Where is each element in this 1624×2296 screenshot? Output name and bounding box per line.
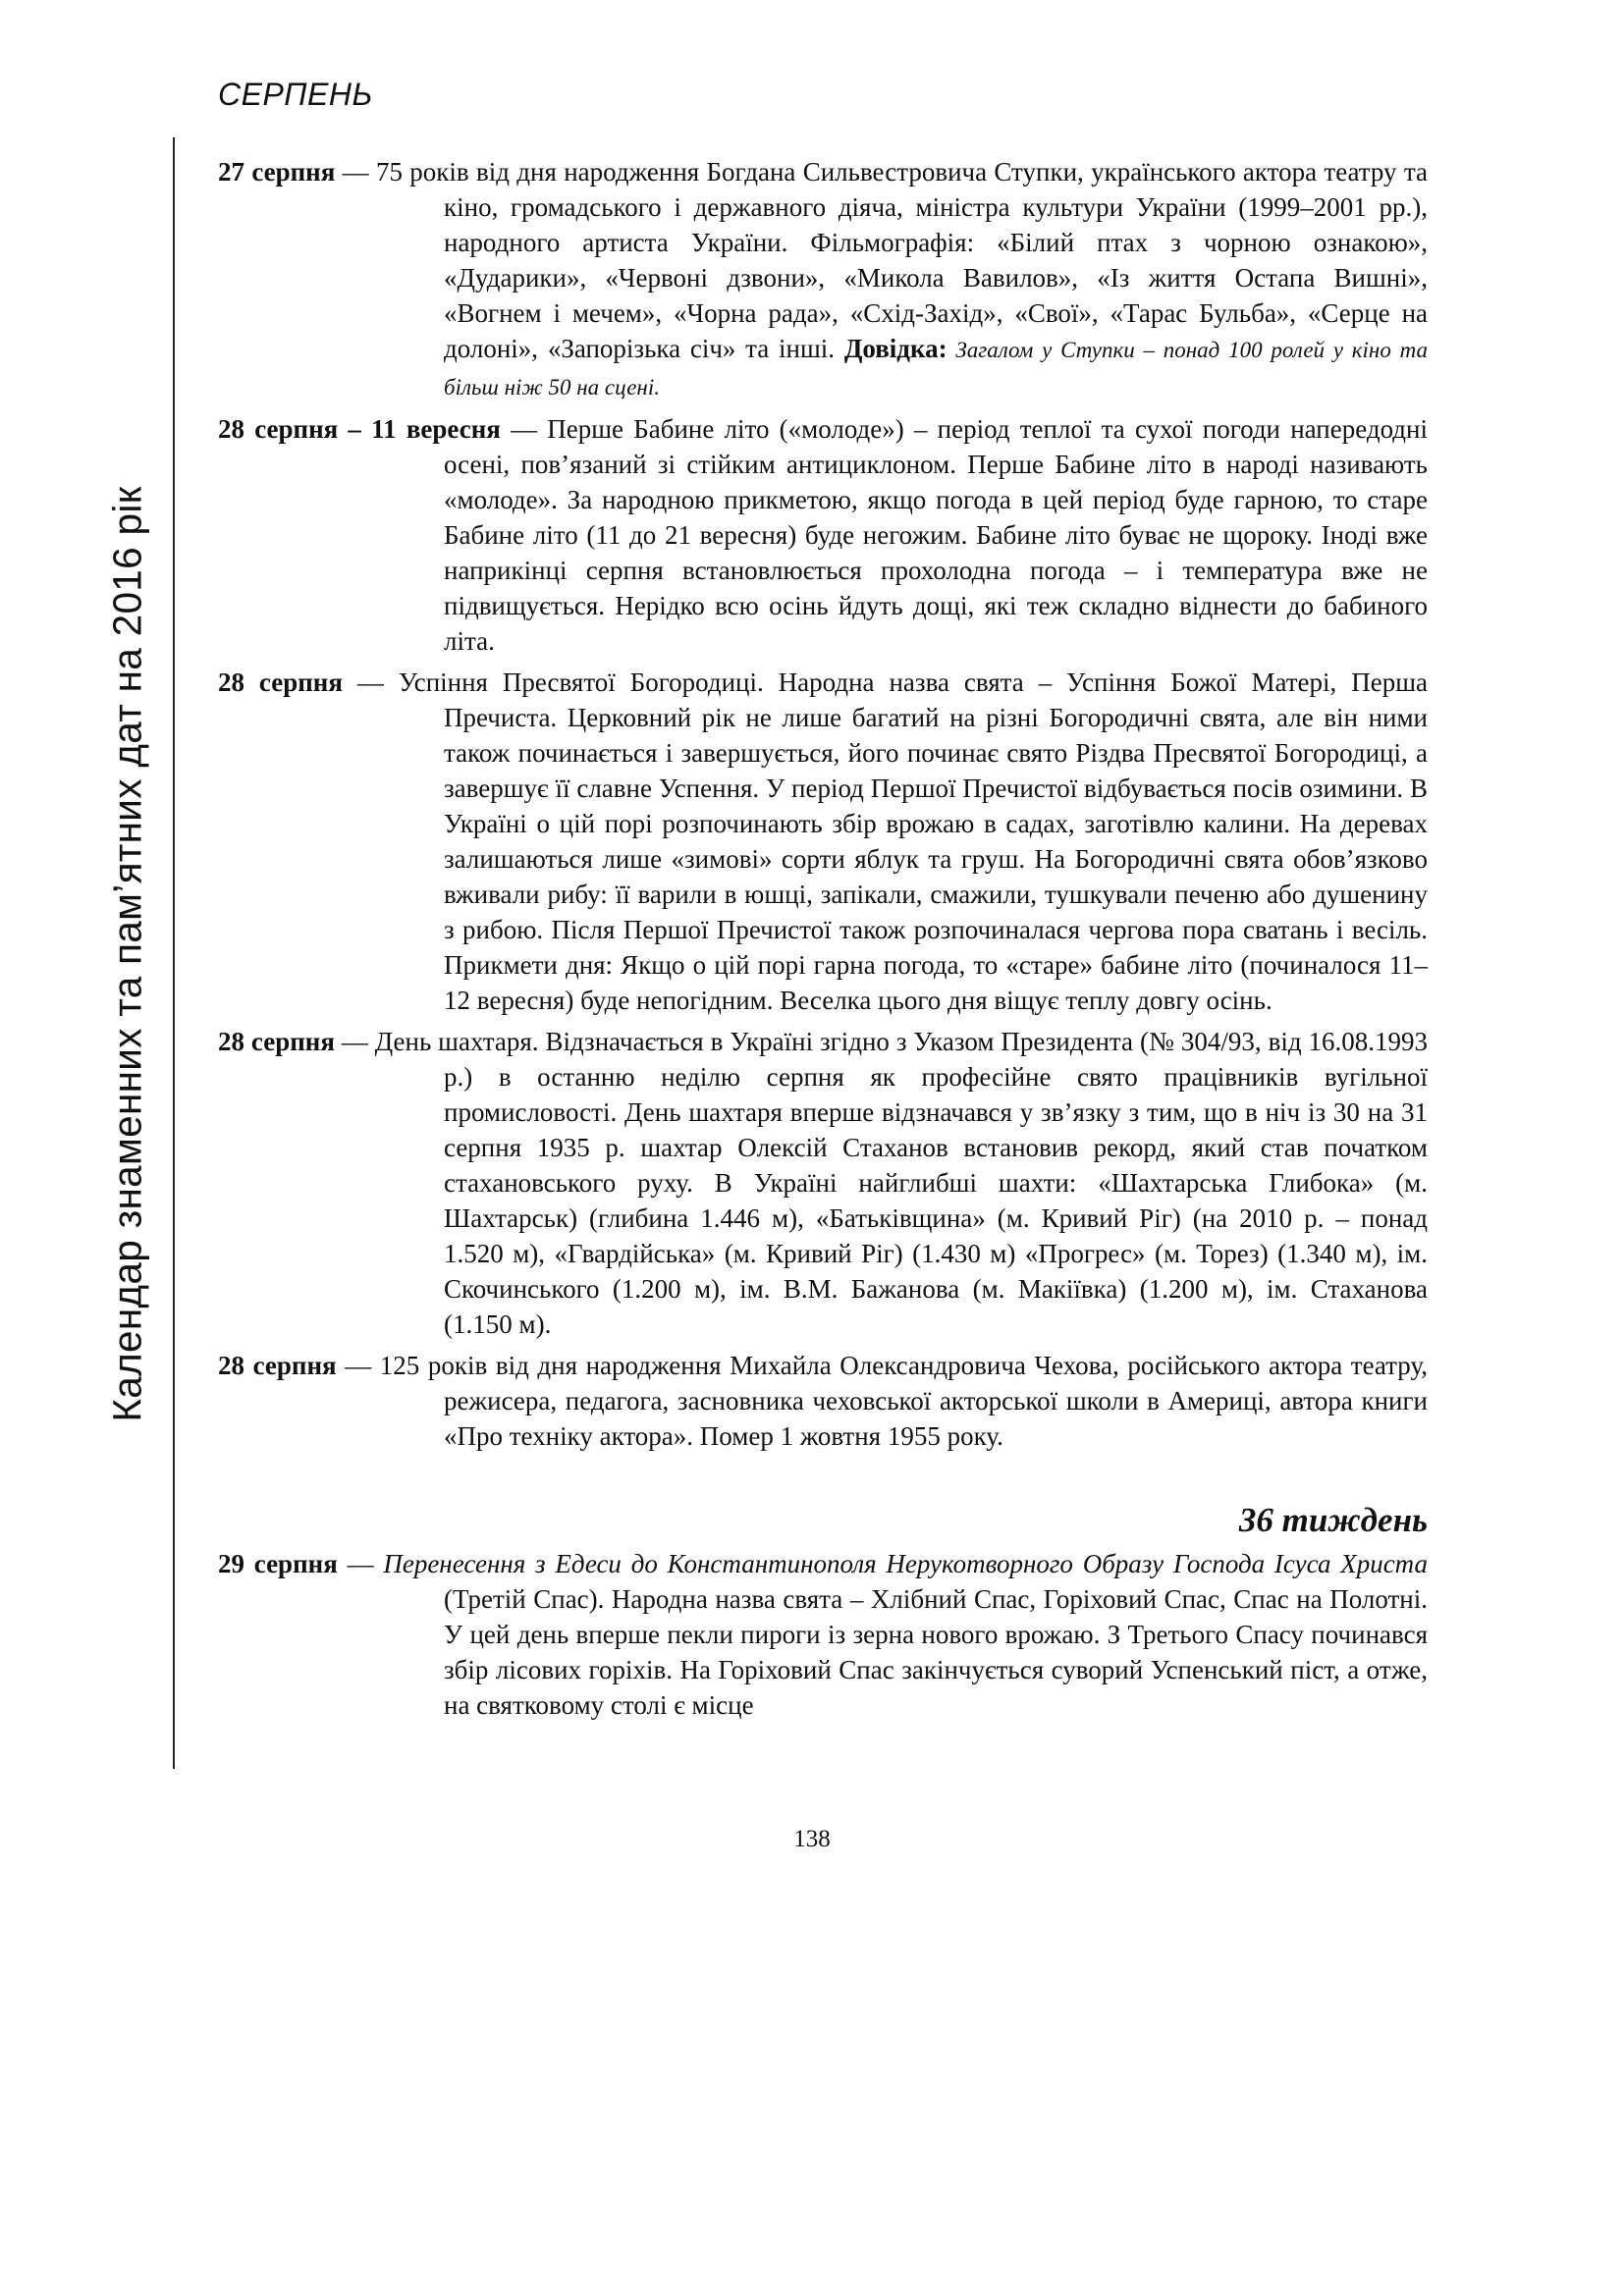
entry-stupka	[218, 154, 1428, 405]
entry-date: 29 серпня	[218, 1549, 338, 1578]
entry-babyne-lito	[218, 411, 1428, 659]
entry-text: — 75 років від дня народження Богдана Сильвестровича Ступки, українського актора театру та кіно, громадського і державного діяча, міністра культури України (1999–2001 рр.), народного артиста України. Фільмографія: «Білий птах з чорною ознакою», «Дударики», «Червоні дзвони», «Микола Вавилов», «Із життя Остапа Вишні», «Вогнем і мечем», «Чорна рада», «Схід-Захід», «Свої», «Тарас Бульба», «Серце на долоні», «Запорізька січ» та інші.	[335, 157, 1428, 363]
entry-text: — Успіння Пресвятої Богородиці. Народна назва свята – Успіння Божої Матері, Перша Пречиста. Церковний рік не лише багатий на різні Богородичні свята, але він ними також починається і завершується, його починає свято Різдва Пресвятої Богородиці, а завершує її славне Успення. У період Першої Пречистої відбувається посів озимини. В Україні о цій порі розпочинають збір врожаю в садах, заготівлю калини. На деревах залишаються лише «зимові» сорти яблук та груш. На Богородичні свята обов’язково вживали рибу: її варили в юшці, запікали, смажили, тушкували печеню або душенину з рибою. Після Першої Пречистої також розпочиналася чергова пора сватань і весіль. Прикмети дня: Якщо о цій порі гарна погода, то «старе» бабине літо (починалося 11–12 вересня) буде непогідним. Веселка цього дня віщує теплу довгу осінь.	[342, 667, 1428, 1015]
week-heading: 36 тиждень	[1238, 1501, 1428, 1539]
reference-label: Довідка:	[843, 334, 947, 363]
entry-third-spas	[218, 1546, 1428, 1723]
entry-miners-day	[218, 1024, 1428, 1342]
entry-feast-title: Перенесення з Едеси до Константинополя Нерукотворного Образу Господа Ісуса Христа	[383, 1549, 1429, 1578]
reference-note: Загалом у Ступки – понад 100 ролей у кіно та більш ніж 50 на сцені.	[444, 338, 1428, 400]
entry-date: 27 серпня	[218, 157, 336, 187]
entry-date: 28 серпня	[218, 1351, 337, 1380]
entry-uspinnia	[218, 665, 1428, 1018]
running-header: СЕРПЕНЬ	[218, 77, 373, 112]
side-title: Календар знаменних та пам’ятних дат на 2016 рік	[104, 486, 150, 1422]
entry-text: — Перше Бабине літо («молоде») – період теплої та сухої погоди напередодні осені, пов’язаний зі стійким антициклоном. Перше Бабине літо в народі називають «молоде». За народною прикметою, якщо погода в цей період буде гарною, то старе Бабине літо (11 до 21 вересня) буде негожим. Бабине літо буває не щороку. Іноді вже наприкінці серпня встановлюється прохолодна погода – і температура вже не підвищується. Нерідко всю осінь йдуть дощі, які теж складно віднести до бабиного літа.	[444, 414, 1428, 656]
entry-text: — День шахтаря. Відзначається в Україні згідно з Указом Президента (№ 304/93, від 16.08.1993 р.) в останню неділю серпня як професійне свято працівників вугільної промисловості. День шахтаря вперше відзначався у зв’язку з тим, що в ніч із 30 на 31 серпня 1935 р. шахтар Олексій Стаханов встановив рекорд, який став початком стахановського руху. В Україні найглибші шахти: «Шахтарська Глибока» (м. Шахтарськ) (глибина 1.446 м), «Батьківщина» (м. Кривий Ріг) (на 2010 р. – понад 1.520 м), «Гвардійська» (м. Кривий Ріг) (1.430 м) «Прогрес» (м. Торез) (1.340 м), ім. Скочинського (1.200 м), ім. В.М. Бажанова (м. Макіївка) (1.200 м), ім. Стаханова (1.150 м).	[334, 1027, 1428, 1339]
entry-date: 28 серпня – 11 вересня	[218, 414, 501, 444]
page-number: 138	[793, 1826, 831, 1852]
entry-chekhov	[218, 1348, 1428, 1454]
side-rule	[173, 137, 175, 1769]
page-content	[218, 154, 1428, 1729]
entry-text: (Третій Спас). Народна назва свята – Хлібний Спас, Горіховий Спас, Спас на Полотні. У цей день вперше пекли пироги із зерна нового врожаю. З Третього Спасу починався збір лісових горіхів. На Горіховий Спас закінчується суворий Успенський піст, а отже, на святковому столі є місце	[444, 1584, 1428, 1720]
entry-text: — 125 років від дня народження Михайла Олександровича Чехова, російського актора театру, режисера, педагога, засновника чеховської акторської школи в Америці, автора книги «Про техніку актора». Помер 1 жовтня 1955 року.	[336, 1351, 1428, 1451]
entry-separator: —	[337, 1549, 384, 1578]
entry-date: 28 серпня	[218, 1027, 335, 1056]
entry-date: 28 серпня	[218, 667, 343, 697]
